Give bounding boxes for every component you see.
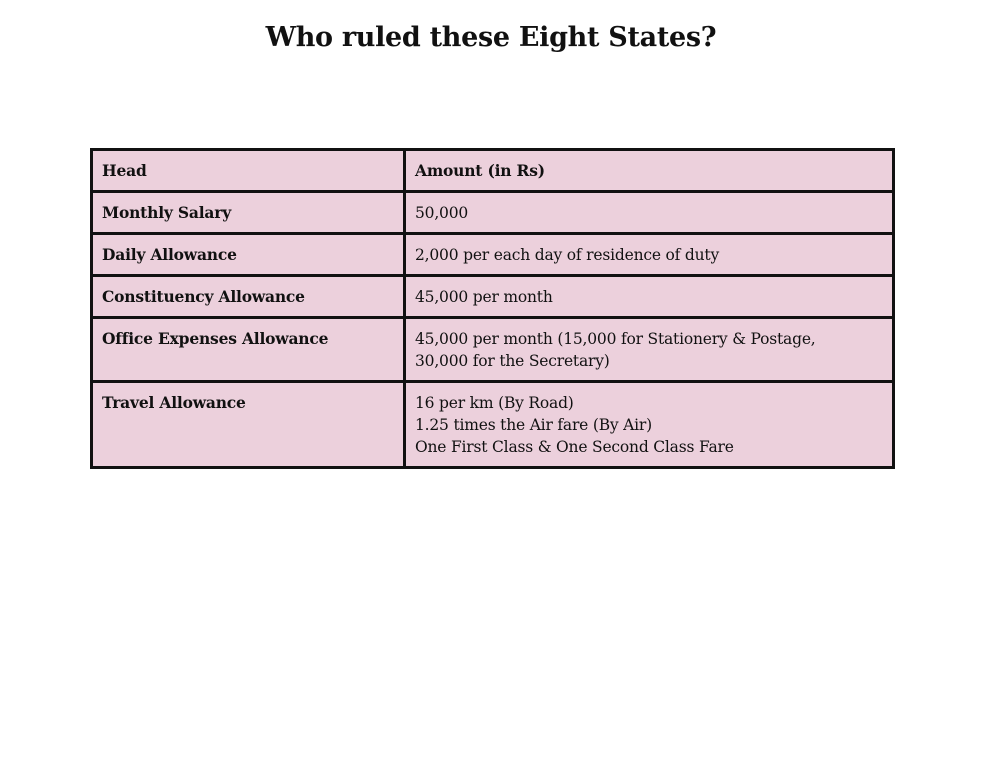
allowance-table	[90, 148, 895, 469]
table-row	[92, 192, 894, 234]
column-header-head: Head	[92, 150, 405, 192]
row-amount-cell	[405, 276, 894, 318]
page-title: Who ruled these Eight States?	[265, 22, 717, 53]
amount-line: 45,000 per month	[415, 288, 553, 306]
table-header-row	[92, 150, 894, 192]
row-head-cell: Travel Allowance	[92, 382, 405, 468]
amount-line: 50,000	[415, 204, 469, 222]
row-head-cell: Daily Allowance	[92, 234, 405, 276]
table-row	[92, 318, 894, 382]
row-amount-cell	[405, 192, 894, 234]
table-row	[92, 382, 894, 468]
amount-line: One First Class & One Second Class Fare	[415, 438, 734, 456]
amount-line: 2,000 per each day of residence of duty	[415, 246, 720, 264]
row-head-cell: Office Expenses Allowance	[92, 318, 405, 382]
amount-line: 1.25 times the Air fare (By Air)	[415, 416, 652, 434]
amount-line: 45,000 per month (15,000 for Stationery & Postage,	[415, 330, 816, 348]
row-amount-cell	[405, 382, 894, 468]
table-row	[92, 276, 894, 318]
row-amount-cell	[405, 234, 894, 276]
row-head-cell: Monthly Salary	[92, 192, 405, 234]
row-amount-cell	[405, 318, 894, 382]
amount-line: 16 per km (By Road)	[415, 394, 574, 412]
row-head-cell: Constituency Allowance	[92, 276, 405, 318]
table-row	[92, 234, 894, 276]
amount-line: 30,000 for the Secretary)	[415, 352, 610, 370]
column-header-amount: Amount (in Rs)	[405, 150, 894, 192]
